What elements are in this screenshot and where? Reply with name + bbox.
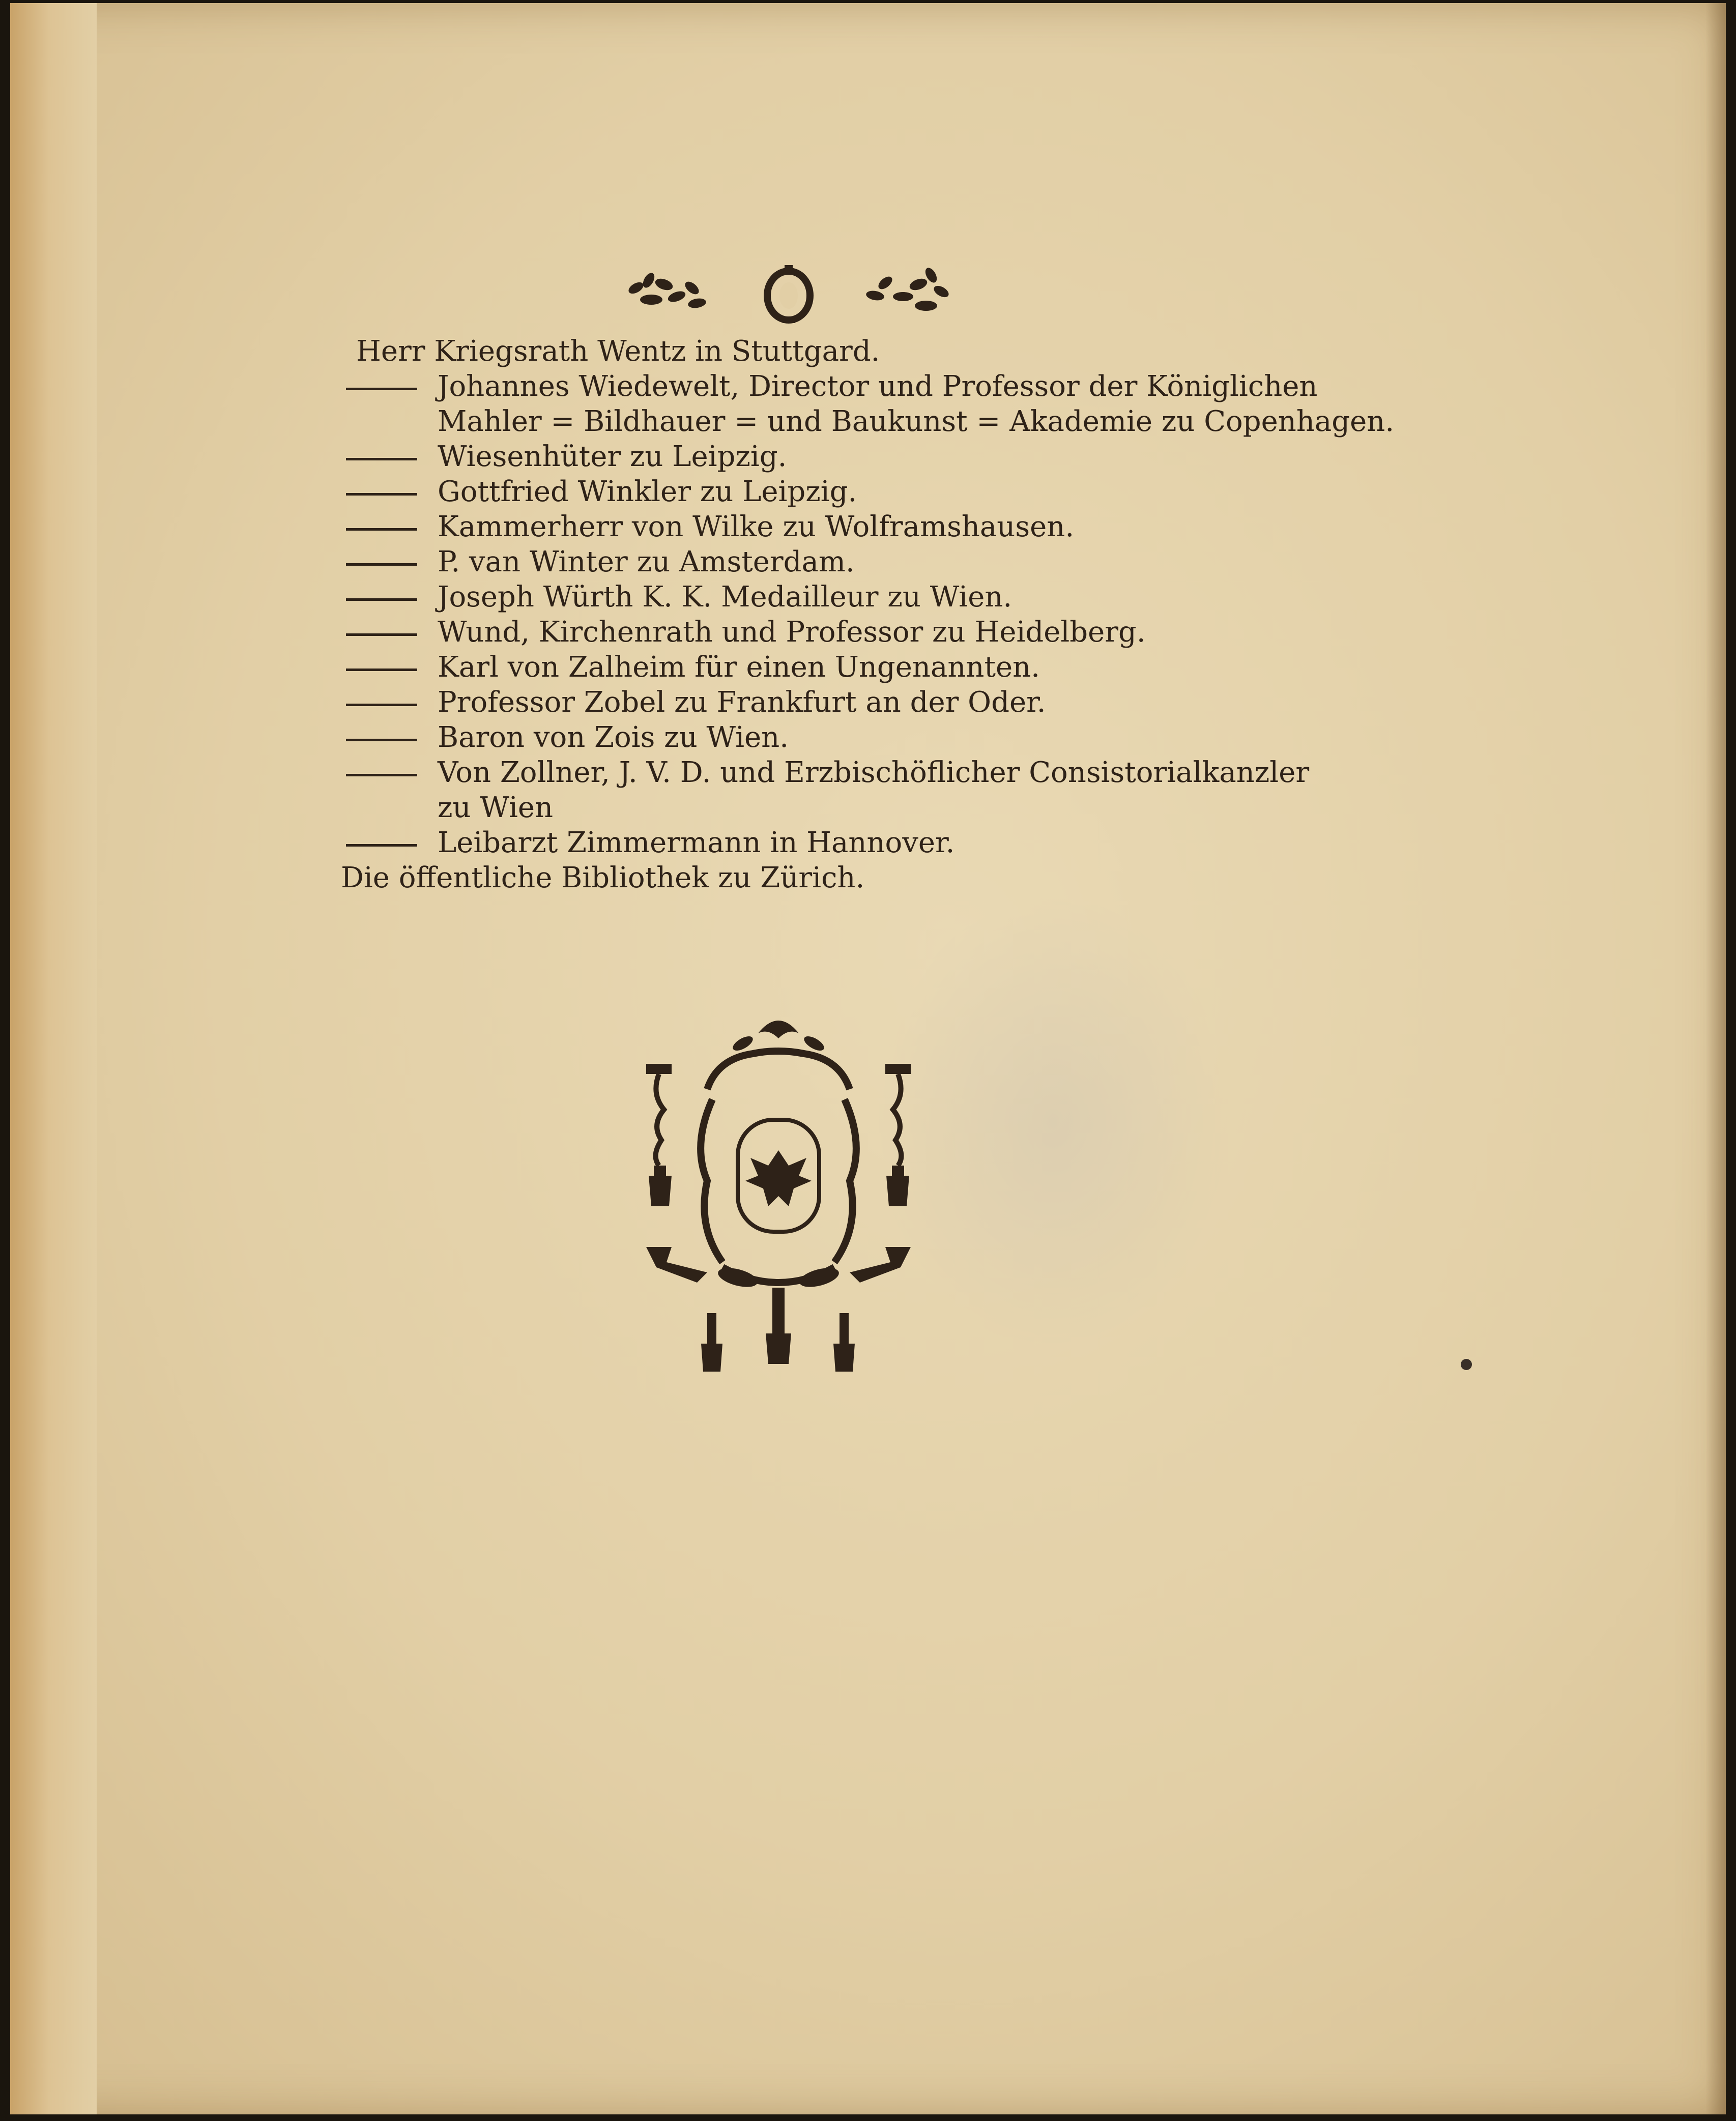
leaf-spray-right-icon: [865, 266, 951, 311]
list-item: [346, 685, 1262, 720]
ditto-dash: [346, 774, 417, 776]
entry-text: Herr Kriegsrath Wentz in Stuttgard.: [356, 335, 880, 368]
ditto-dash: [346, 598, 417, 601]
entry-continuation: zu Wien: [438, 791, 554, 824]
list-item: [346, 650, 1262, 685]
entry-text: Baron von Zois zu Wien.: [438, 721, 789, 754]
ditto-dash: [346, 388, 417, 390]
list-item: [346, 439, 1262, 474]
entry-text: Leibarzt Zimmermann in Hannover.: [438, 826, 955, 859]
eagle-cartouche-vignette: [636, 1013, 921, 1394]
ditto-dash: [346, 704, 417, 706]
list-item: [346, 369, 1395, 439]
list-item: [346, 579, 1262, 615]
entry-text: Joseph Würth K. K. Medailleur zu Wien.: [438, 580, 1012, 614]
list-item: [341, 860, 1262, 895]
list-item: [346, 720, 1262, 755]
tassel-bottom-icon: [701, 1288, 855, 1372]
entry-continuation: Mahler = Bildhauer = und Baukunst = Akademie zu Copenhagen.: [438, 405, 1395, 438]
ditto-dash: [346, 669, 417, 671]
ditto-dash: [346, 633, 417, 636]
entry-text: Johannes Wiedewelt, Director und Professor der Königlichen: [438, 370, 1318, 403]
list-item: [346, 509, 1262, 544]
entry-text: Professor Zobel zu Frankfurt an der Oder.: [438, 686, 1046, 719]
entry-text: Kammerherr von Wilke zu Wolframshausen.: [438, 510, 1075, 543]
ditto-dash: [346, 844, 417, 847]
subscriber-list: [341, 334, 1395, 895]
leaf-spray-left-icon: [627, 271, 707, 309]
entry-text: Wund, Kirchenrath und Professor zu Heidelberg.: [438, 616, 1146, 649]
ditto-dash: [346, 563, 417, 566]
wreath-icon: [767, 265, 810, 323]
tassel-left-icon: [646, 1064, 672, 1206]
list-item: [346, 825, 1262, 860]
paper-stain: [875, 893, 1231, 1351]
book-page: [10, 3, 1726, 2114]
entry-text: Gottfried Winkler zu Leipzig.: [438, 475, 857, 508]
ditto-dash: [346, 739, 417, 741]
ditto-dash: [346, 493, 417, 496]
list-item: [346, 615, 1262, 650]
list-item: [346, 544, 1262, 579]
floral-headpiece-ornament: [621, 260, 957, 326]
page-gutter: [10, 3, 97, 2114]
entry-text: Karl von Zalheim für einen Ungenannten.: [438, 651, 1040, 684]
list-item: [346, 474, 1262, 509]
list-item: [346, 755, 1310, 825]
page-edge: [1705, 3, 1726, 2114]
tassel-right-icon: [885, 1064, 911, 1206]
ink-spot: [1461, 1359, 1472, 1370]
list-item: [346, 334, 1262, 369]
entry-text: Wiesenhüter zu Leipzig.: [438, 440, 787, 473]
eagle-icon: [745, 1150, 812, 1206]
entry-text: P. van Winter zu Amsterdam.: [438, 545, 855, 578]
entry-text: Die öffentliche Bibliothek zu Zürich.: [341, 861, 865, 894]
ditto-dash: [346, 528, 417, 531]
entry-text: Von Zollner, J. V. D. und Erzbischöflicher Consistorialkanzler: [438, 756, 1310, 789]
ditto-dash: [346, 458, 417, 460]
